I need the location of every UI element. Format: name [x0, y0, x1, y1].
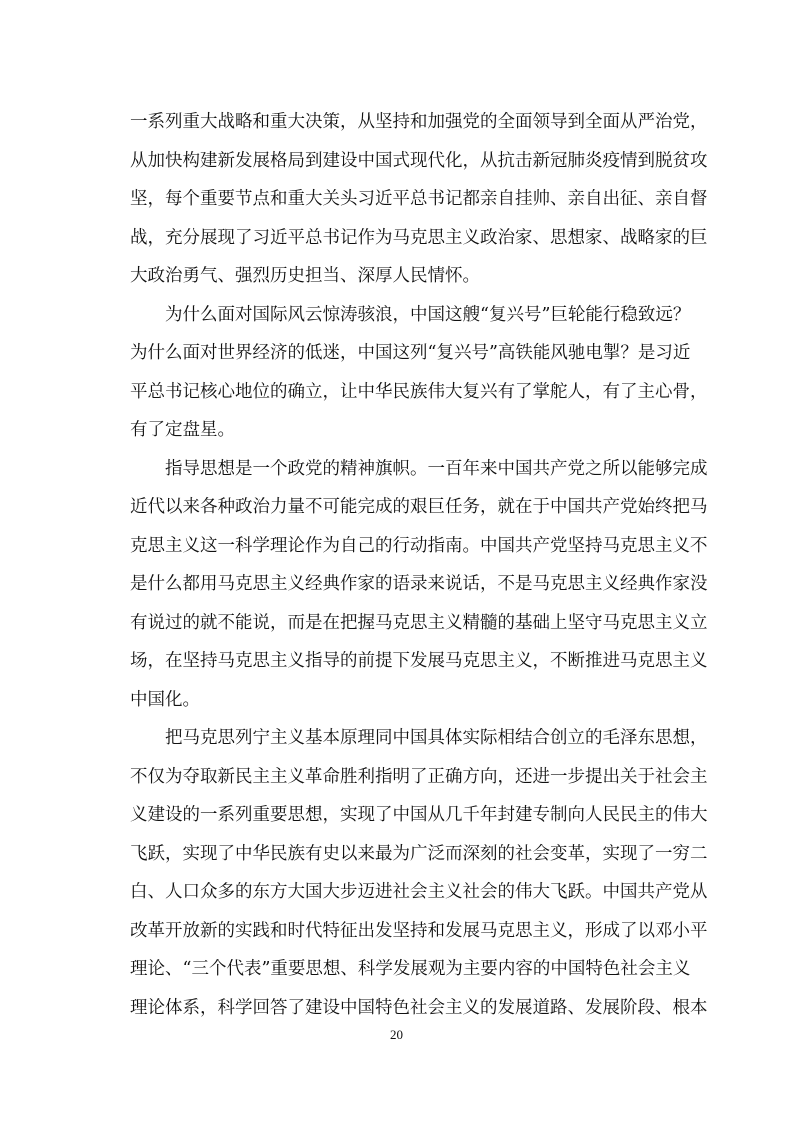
text-line: 平总书记核心地位的确立，让中华民族伟大复兴有了掌舵人，有了主心骨， [130, 381, 708, 402]
text-line: 为什么面对国际风云惊涛骇浪，中国这艘“复兴号”巨轮能行稳致远？ [165, 304, 691, 325]
text-line: 不仅为夺取新民主主义革命胜利指明了正确方向，还进一步提出关于社会主 [130, 766, 708, 787]
text-line: 指导思想是一个政党的精神旗帜。一百年来中国共产党之所以能够完成 [165, 458, 708, 479]
text-line: 近代以来各种政治力量不可能完成的艰巨任务，就在于中国共产党始终把马 [130, 497, 708, 517]
text-line: 飞跃，实现了中华民族有史以来最为广泛而深刻的社会变革，实现了一穷二 [130, 843, 708, 864]
page-number: 20 [390, 1027, 403, 1042]
text-line: 理论、“三个代表”重要思想、科学发展观为主要内容的中国特色社会主义 [130, 959, 691, 979]
paragraph-3 [130, 450, 708, 720]
text-line: 大政治勇气、强烈历史担当、深厚人民情怀。 [130, 266, 480, 286]
text-line: 为什么面对世界经济的低迷，中国这列“复兴号”高铁能风驰电掣？是习近 [130, 343, 691, 363]
text-line: 义建设的一系列重要思想，实现了中国从几千年封建专制向人民民主的伟大 [130, 805, 708, 825]
text-line: 有说过的就不能说，而是在把握马克思主义精髓的基础上坚守马克思主义立 [130, 612, 708, 633]
text-line: 一系列重大战略和重大决策，从坚持和加强党的全面领导到全面从严治党， [130, 112, 708, 132]
body-text [130, 103, 708, 1027]
text-line: 克思主义这一科学理论作为自己的行动指南。中国共产党坚持马克思主义不 [130, 535, 708, 556]
text-line: 白、人口众多的东方大国大步迈进社会主义社会的伟大飞跃。中国共产党从 [130, 882, 708, 902]
text-line: 从加快构建新发展格局到建设中国式现代化，从抗击新冠肺炎疫情到脱贫攻 [130, 150, 708, 171]
text-line: 把马克思列宁主义基本原理同中国具体实际相结合创立的毛泽东思想， [165, 728, 708, 748]
text-line: 中国化。 [130, 689, 200, 710]
paragraph-2 [130, 296, 708, 450]
paragraph-4 [130, 719, 708, 1027]
text-line: 坚，每个重要节点和重大关头习近平总书记都亲自挂帅、亲自出征、亲自督 [130, 189, 708, 209]
text-line: 场，在坚持马克思主义指导的前提下发展马克思主义，不断推进马克思主义 [130, 651, 708, 671]
text-line: 有了定盘星。 [130, 420, 235, 440]
text-line: 改革开放新的实践和时代特征出发坚持和发展马克思主义，形成了以邓小平 [130, 920, 708, 941]
text-line: 是什么都用马克思主义经典作家的语录来说话，不是马克思主义经典作家没 [130, 574, 708, 594]
text-line: 战，充分展现了习近平总书记作为马克思主义政治家、思想家、战略家的巨 [130, 227, 708, 248]
paragraph-1 [130, 103, 708, 296]
text-line: 理论体系，科学回答了建设中国特色社会主义的发展道路、发展阶段、根本 [130, 997, 708, 1018]
